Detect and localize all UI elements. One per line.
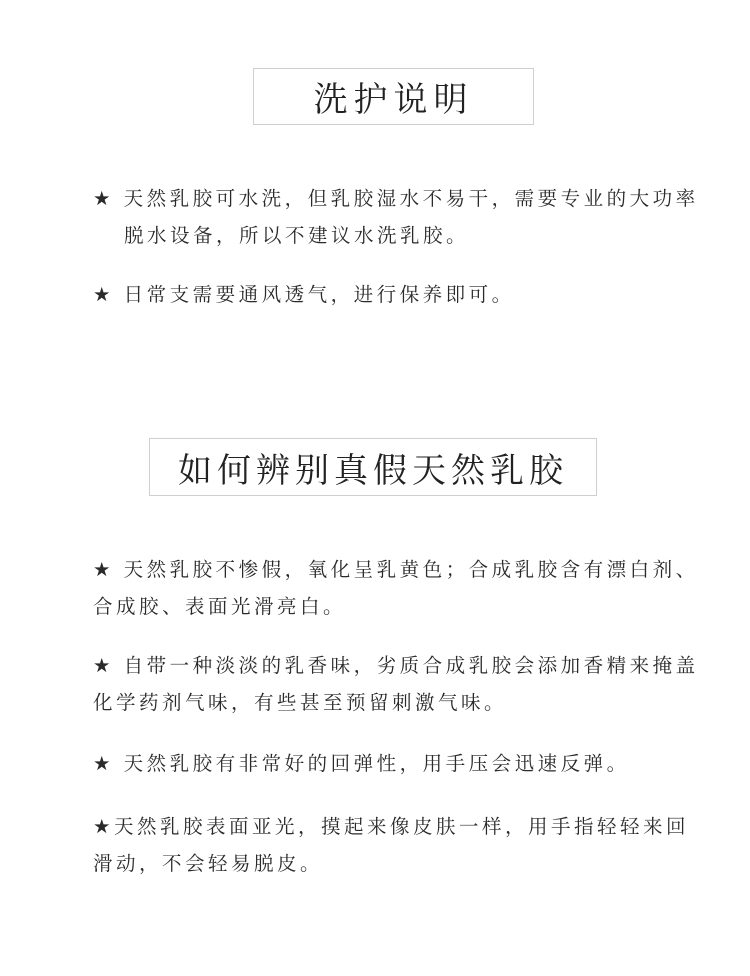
identify-item-surface-line-1: ★天然乳胶表面亚光，摸起来像皮肤一样，用手指轻轻来回 — [93, 815, 689, 838]
identify-item-color-line-2: 合成胶、表面光滑亮白。 — [93, 595, 347, 618]
identify-item-elasticity-line-1: ★ 天然乳胶有非常好的回弹性，用手压会迅速反弹。 — [93, 752, 630, 775]
care-item-washable-line-1: ★ 天然乳胶可水洗，但乳胶湿水不易干，需要专业的大功率 — [93, 187, 699, 210]
identify-item-color-line-1: ★ 天然乳胶不惨假，氧化呈乳黄色；合成乳胶含有漂白剂、 — [93, 558, 699, 581]
identify-item-surface — [93, 808, 723, 882]
care-item-ventilation-line-1: ★ 日常支需要通风透气，进行保养即可。 — [93, 283, 515, 306]
identify-item-smell — [93, 647, 723, 721]
identify-item-elasticity — [93, 745, 723, 782]
care-item-ventilation — [93, 276, 723, 313]
identify-item-surface-line-2: 滑动，不会轻易脱皮。 — [93, 852, 324, 875]
identify-latex-title: 如何辨别真假天然乳胶 — [149, 438, 597, 496]
identify-item-smell-line-1: ★ 自带一种淡淡的乳香味，劣质合成乳胶会添加香精来掩盖 — [93, 654, 699, 677]
identify-item-smell-line-2: 化学药剂气味，有些甚至预留刺激气味。 — [93, 691, 508, 714]
care-item-washable — [93, 180, 723, 254]
identify-item-color — [93, 551, 723, 625]
care-item-washable-line-2: 脱水设备，所以不建议水洗乳胶。 — [124, 224, 470, 247]
care-instructions-title: 洗护说明 — [253, 68, 534, 125]
